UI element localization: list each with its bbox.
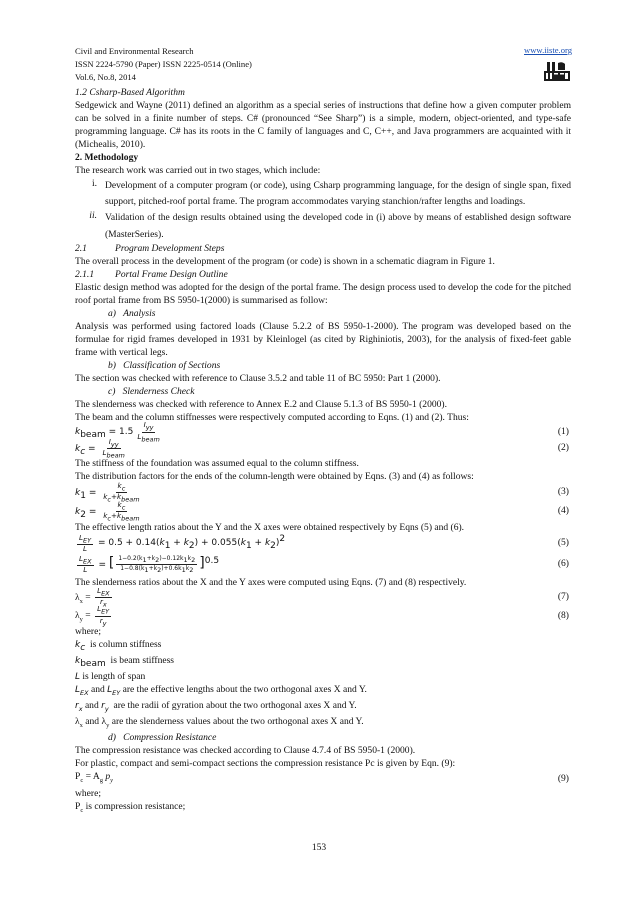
paragraph-foundation: The stiffness of the foundation was assumed equal to the column stiffness. (75, 457, 359, 469)
paragraph-compression-1: The compression resistance was checked according to Clause 4.7.4 of BS 5950-1 (2000). (75, 745, 416, 757)
paragraph-analysis: Analysis was performed using factored loads (Clause 5.2.2 of BS 5950-1-2000). The program was developed based on the formulae for rigid frames developed in 1931 by Kleinlogel (as cited by Righiniotis, 2003), for the analysis of fixed-feet gable frame with vertical legs. (75, 321, 571, 358)
subheading-compression: d) Compression Resistance (108, 732, 217, 744)
journal-url-link[interactable]: www.iiste.org (524, 45, 572, 55)
equation-number: (8) (557, 609, 569, 621)
paragraph-slenderness-1: The slenderness was checked with reference to Annex E.2 and Clause 5.1.3 of BS 5950-1 (2000). (75, 398, 447, 410)
paragraph-distribution: The distribution factors for the ends of the column-length were obtained by Eqns. (3) and (4) as follows: (75, 470, 474, 482)
journal-name: Civil and Environmental Research (75, 46, 194, 56)
equation-number: (6) (557, 558, 569, 570)
definition-lex: $L_{EX}$ and $L_{EY}$ are the effective lengths about the two orthogonal axes X and Y. (75, 684, 367, 697)
list-item-text: Validation of the design results obtained using the developed code in (i) above by means of established design software (MasterSeries). (105, 212, 571, 240)
definition-pc: $P_c$ is compression resistance; (75, 801, 186, 815)
list-item-text: Development of a computer program (or code), using Csharp programming language, for the design of single span, fixed support, pitched-roof portal frame. The program accommodates varying stanchion/rafter lengths and loadings. (105, 179, 571, 208)
section-heading-methodology: 2. Methodology (75, 151, 139, 163)
body-text (75, 87, 571, 818)
equation-8: $\lambda_y$ = $\frac{L_{EY}}{r_y}$ (8) (75, 604, 569, 628)
paragraph-slenderness-ratio: The slenderness ratios about the X and the Y axes were computed using Eqns. (7) and (8) respectively. (75, 576, 467, 588)
equation-2: $k_c$ = $\frac{I_{yy}}{L_{beam}}$ (2) (75, 436, 569, 460)
section-heading-2-1-1: 2.1.1 Portal Frame Design Outline (75, 269, 228, 281)
paragraph-effective-length: The effective length ratios about the Y and the X axes were obtained respectively by Eqns (5) and (6). (75, 521, 465, 533)
equation-1: $k_{beam} = 1.5$ $\frac{I_{yy}}{L_{beam}}$ (1) (75, 420, 569, 444)
volume-line: Vol.6, No.8, 2014 (75, 72, 136, 82)
equation-3: $k_1$ = $\frac{k_c}{k_c+k_{beam}}$ (3) (75, 480, 569, 504)
iiste-logo-icon (543, 60, 571, 82)
definition-lambda: $\lambda_x$ and $\lambda_y$ are the slenderness values about the two orthogonal axes X and Y. (75, 715, 364, 729)
subheading-slenderness: c) Slenderness Check (108, 385, 195, 397)
equation-number: (1) (557, 425, 569, 437)
section-heading-2-1: 2.1 Program Development Steps (75, 243, 225, 255)
equation-9: $P_c = A_g$ $p_y$ (9) (75, 771, 569, 785)
paragraph-classification: The section was checked with reference to Clause 3.5.2 and table 11 of BC 5950: Part 1 (2000). (75, 372, 441, 384)
paragraph-compression-2: For plastic, compact and semi-compact sections the compression resistance Pc is given by Eqn. (9): (75, 758, 456, 770)
paragraph-slenderness-2: The beam and the column stiffnesses were respectively computed according to Eqns. (1) and (2). Thus: (75, 411, 469, 423)
where-label: where; (75, 788, 101, 800)
definition-l: L is length of span (75, 671, 146, 683)
equation-number: (5) (557, 537, 569, 549)
section-heading-1-2: 1.2 Csharp-Based Algorithm (75, 87, 185, 98)
equation-number: (3) (557, 486, 569, 498)
equation-7: $\lambda_x$ = $\frac{L_{EX}}{r_x}$ (7) (75, 585, 569, 609)
equation-4: $k_2$ = $\frac{k_c}{k_c+k_{beam}}$ (4) (75, 499, 569, 523)
paragraph-methodology-intro: The research work was carried out in two stages, which include: (75, 164, 321, 176)
paragraph-csharp: Sedgewick and Wayne (2011) defined an algorithm as a special series of instructions that define how a given computer problem can be solved in a finite number of steps. C# (pronounced “See Sharp”) is a simple, modern, object-oriented, and type-safe programming language. C# has its roots in the C family of languages and C, C++, and Java programmers are acquainted with it (Michealis, 2010). (75, 99, 571, 150)
running-header (75, 45, 252, 84)
definition-kc: $k_c$ is column stiffness (75, 639, 162, 654)
definition-kbeam: $k_{beam}$ is beam stiffness (75, 655, 175, 670)
definition-r: $r_x$ and $r_y$ are the radii of gyration about the two orthogonal axes X and Y. (75, 699, 357, 713)
equation-number: (2) (557, 442, 569, 454)
list-item-number: i. (91, 177, 97, 189)
equation-number: (9) (557, 773, 569, 785)
equation-number: (4) (557, 505, 569, 517)
equation-6: $\frac{L_{EX}}{L}$ = [ $\frac{1-0.2(k_1+k_2)-0.12k_1k_2}{1-0.8(k_1+k_2)+0.6k_1k_2}$ ]$^{0.5}$ (6) (79, 553, 569, 575)
list-item-number: ii. (89, 210, 97, 222)
equation-number: (7) (557, 591, 569, 603)
paragraph-design-outline: Elastic design method was adopted for the design of the portal frame. The design process used to develop the code for the pitched roof portal frame from BS 5950-1(2000) is summarised as follow: (75, 282, 571, 307)
paragraph-program-steps: The overall process in the development of the program (or code) is shown in a schematic diagram in Figure 1. (75, 256, 495, 268)
subheading-classification: b) Classification of Sections (108, 359, 221, 371)
subheading-analysis: a) Analysis (108, 308, 156, 320)
where-label: where; (75, 626, 101, 638)
list-item (75, 210, 571, 243)
issn-line: ISSN 2224-5790 (Paper) ISSN 2225-0514 (Online) (75, 59, 252, 69)
page-number: 153 (311, 842, 327, 853)
equation-5: $\frac{L_{EY}}{L}$ = $0.5 + 0.14(k_1 + k_2) + 0.055(k_1 + k_2)^2$ (5) (79, 532, 569, 554)
list-item (75, 178, 571, 211)
